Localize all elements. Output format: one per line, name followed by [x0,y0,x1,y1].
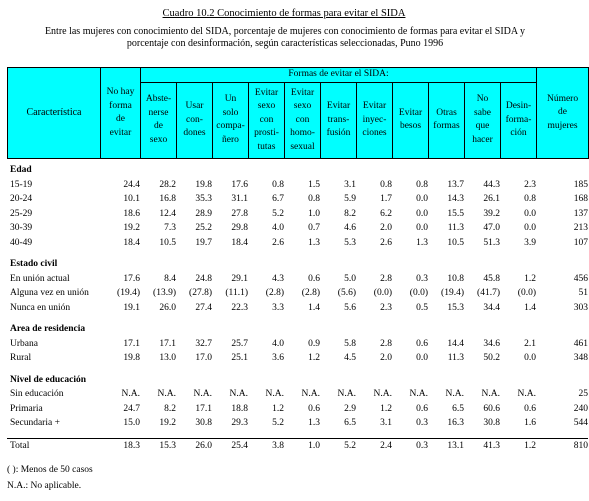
header-numero-mujeres [537,68,589,159]
table-cell: 27.8 [231,208,248,219]
header-col-0 [141,82,177,159]
table-cell: (2.8) [301,288,320,298]
table-cell: 18.3 [100,438,140,453]
table-cell: 168 [573,194,588,204]
table-cell: N.A. [301,389,320,399]
table-cell: N.A. [265,389,284,399]
header-text-line: sexo [293,101,312,111]
header-text-line: sexual [290,141,315,152]
table-cell: 32.7 [195,338,212,349]
table-cell: 4.0 [272,223,284,233]
section-heading [7,257,588,272]
table-cell: N.A. [445,389,464,399]
table-cell: (2.8) [265,288,284,298]
table-cell: 1.5 [308,179,320,190]
table-cell: 24.7 [123,403,140,414]
table-cell: 0.0 [524,353,536,363]
header-text-line: evitar [109,127,132,138]
header-text-line: con- [186,114,203,125]
table-cell: 15.3 [140,438,176,453]
section-heading [7,373,588,388]
table-row [7,236,588,251]
table-cell: 8.4 [164,273,176,284]
table-cell: 19.2 [159,418,176,428]
table-cell: 5.2 [320,438,356,453]
row-label: Secundaria + [10,418,60,428]
header-text-line: Evitar [290,87,315,98]
table-cell: 0.3 [392,438,428,453]
table-cell: 19.2 [123,223,140,233]
table-cell: 39.2 [483,208,500,219]
table-cell: 4.0 [272,338,284,349]
table-cell: 19.7 [195,237,212,248]
table-cell: 1.2 [380,403,392,414]
table-cell: 51 [578,288,588,298]
table-cell: 1.3 [308,237,320,248]
table-cell: 0.6 [308,273,320,284]
header-text-line: sexo [149,134,168,145]
row-label: Sin educación [10,389,64,399]
header-text-line: con [259,114,274,125]
table-cell: 213 [573,223,588,233]
table-row [7,402,588,417]
table-cell: 0.6 [416,403,428,414]
table-cell: 0.0 [416,223,428,233]
table-cell: 0.0 [524,208,536,219]
table-cell: 0.8 [416,179,428,190]
table-row [7,286,588,301]
table-cell: (19.4) [441,288,464,298]
header-text-line: hacer [472,134,493,145]
table-cell: 3.1 [380,418,392,428]
table-cell: 31.1 [231,194,248,204]
header-text-line: compa- [216,121,245,132]
table-cell: N.A. [517,389,536,399]
table-cell: 10.8 [447,273,464,284]
table-cell: 137 [573,208,588,219]
table-cell: 348 [573,353,588,363]
row-label: Estado civil [10,259,58,269]
table-cell: 0.3 [416,273,428,284]
row-label: 30-39 [10,223,33,233]
table-cell: 2.8 [380,273,392,284]
table-cell: 0.6 [308,403,320,414]
header-text-line: No hay [106,87,135,97]
table-cell: N.A. [373,389,392,399]
header-text-line: homo- [290,128,315,138]
header-text-line: No [476,94,489,105]
table-cell: 2.0 [380,223,392,233]
table-cell: 22.3 [231,302,248,313]
header-text-line: nerse [148,107,169,118]
table-row [7,178,588,193]
row-label: En unión actual [10,273,70,284]
table-cell: 0.6 [416,338,428,349]
table-row [7,301,588,316]
header-text-line: formas [433,121,460,132]
table-cell: 0.8 [380,179,392,190]
table-cell: 544 [573,418,588,428]
data-table [7,163,588,453]
header-text-line: besos [399,121,422,132]
table-cell: 19.8 [195,179,212,190]
table-cell: 5.0 [344,273,356,284]
row-label: 15-19 [10,179,33,190]
table-cell: 1.3 [416,237,428,248]
table-cell: 35.3 [195,194,212,204]
table-cell: 30.8 [195,418,212,428]
table-cell: N.A. [481,389,500,399]
table-cell: 4.5 [344,353,356,363]
table-cell: 29.8 [231,223,248,233]
section-heading [7,163,588,178]
header-text-line: Evitar [362,101,387,111]
header-text-line: Abste- [145,94,172,105]
table-cell: 15.3 [447,302,464,313]
footnote-no-aplicable: N.A.: No aplicable. [7,481,82,491]
table-cell: 2.9 [344,403,356,414]
table-cell: 29.1 [231,273,248,284]
table-cell: 6.7 [272,194,284,204]
table-cell: 15.0 [123,418,140,428]
table-cell: N.A. [337,389,356,399]
table-cell: 19.1 [123,302,140,313]
table-cell: (41.7) [477,288,500,298]
header-text-line: Un [224,94,237,105]
table-cell: 0.8 [272,179,284,190]
table-cell: 1.0 [308,208,320,219]
table-cell: N.A. [229,389,248,399]
table-cell: 18.8 [231,403,248,414]
table-cell: (0.0) [409,288,428,298]
table-cell: 17.6 [231,179,248,190]
table-cell: 3.8 [248,438,284,453]
table-cell: 2.8 [380,338,392,349]
table-cell: 0.0 [416,353,428,363]
table-cell: 14.4 [447,338,464,349]
header-caracteristica: Característica [8,68,101,159]
table-row [7,337,588,352]
table-cell: 0.8 [524,194,536,204]
table-cell: 13.0 [159,353,176,363]
table-cell: 15.5 [447,208,464,219]
total-row [7,438,588,453]
table-cell: 2.6 [272,237,284,248]
table-cell: 10.1 [123,194,140,204]
table-cell: 3.3 [272,302,284,313]
header-text-line: con [295,114,310,125]
spacer-row [7,366,588,373]
table-cell: 240 [573,403,588,414]
header-text-line: de [154,121,163,132]
table-cell: 2.3 [380,302,392,313]
table-cell: 2.4 [356,438,392,453]
row-label: Edad [10,165,32,175]
table-cell: (11.1) [225,288,248,298]
table-cell: 12.4 [159,208,176,219]
table-cell: 0.3 [416,418,428,428]
header-text-line: Desin- [505,101,532,111]
spacer-row [7,431,588,439]
table-cell: 0.5 [416,302,428,313]
header-col-7 [393,82,429,159]
row-label: Primaria [10,403,43,414]
table-cell: 17.6 [123,273,140,284]
table-cell: 1.2 [500,438,536,453]
table-row [7,272,588,287]
table-cell: 47.0 [483,223,500,233]
header-col-9 [465,82,501,159]
row-label: 25-29 [10,208,33,219]
table-cell: 45.8 [483,273,500,284]
table-cell: 10.5 [447,237,464,248]
table-cell: 17.1 [195,403,212,414]
table-cell: 4.3 [272,273,284,284]
header-col-10 [501,82,537,159]
table-header [7,67,589,159]
table-cell: 461 [573,338,588,349]
header-group-formas: Formas de evitar el SIDA: [141,68,537,83]
table-row [7,207,588,222]
table-cell: (5.6) [337,288,356,298]
table-cell: 1.2 [524,273,536,284]
table-cell: 1.2 [308,353,320,363]
table-cell: 11.3 [447,353,464,363]
table-cell: 25.4 [212,438,248,453]
table-cell: 2.6 [380,237,392,248]
table-cell: 10.5 [159,237,176,248]
table-cell: 0.9 [308,338,320,349]
table-cell: 19.8 [123,353,140,363]
table-cell: 6.2 [380,208,392,219]
header-text-line: ñero [222,134,239,145]
header-col-6 [357,82,393,159]
header-text-line: Evitar [398,107,423,118]
table-cell: N.A. [121,389,140,399]
table-cell: 26.1 [483,194,500,204]
table-row [7,221,588,236]
table-cell: 26.0 [159,302,176,313]
table-cell: 11.3 [447,223,464,233]
table-cell: 6.5 [452,403,464,414]
table-cell: N.A. [409,389,428,399]
table-row [7,416,588,431]
table-cell: 107 [573,237,588,248]
table-cell: 51.3 [483,237,500,248]
table-row [7,192,588,207]
table-cell: 60.6 [483,403,500,414]
table-cell: 0.6 [524,403,536,414]
table-cell: 18.4 [231,237,248,248]
table-cell: 5.2 [272,208,284,219]
section-heading [7,322,588,337]
table-cell: 8.2 [164,403,176,414]
row-label: Alguna vez en unión [10,288,89,298]
table-cell: 25.1 [231,353,248,363]
header-text-line: ción [510,128,527,138]
table-cell: 1.7 [380,194,392,204]
header-text-line: dones [183,128,206,138]
table-cell: 3.9 [524,237,536,248]
table-cell: 5.8 [344,338,356,349]
table-cell: 44.3 [483,179,500,190]
row-label: Rural [10,353,32,363]
row-label: Total [7,438,100,453]
header-text-line: forma- [505,114,532,125]
table-cell: (27.8) [189,288,212,298]
table-cell: 17.1 [159,338,176,349]
table-row [7,351,588,366]
table-cell: 34.6 [483,338,500,349]
table-cell: 28.9 [195,208,212,219]
header-text-line: ciones [362,128,387,138]
table-cell: 4.6 [344,223,356,233]
table-cell: 27.4 [195,302,212,313]
table-subtitle-line2: porcentaje con desinformación, según características seleccionadas, Puno 1996 [126,38,444,49]
table-cell: 0.7 [308,223,320,233]
table-cell: 0.0 [524,223,536,233]
table-cell: 456 [573,273,588,284]
table-cell: 28.2 [159,179,176,190]
table-cell: 17.0 [195,353,212,363]
table-cell: 3.6 [272,353,284,363]
table-cell: 25 [578,389,588,399]
table-cell: 18.6 [123,208,140,219]
row-label: 40-49 [10,237,33,248]
table-cell: 5.3 [344,237,356,248]
table-cell: 25.7 [231,338,248,349]
spacer-row [7,250,588,257]
header-text-line: que [475,121,490,132]
table-cell: 34.4 [483,302,500,313]
header-text-line: de [558,107,568,118]
table-cell: 25.2 [195,223,212,233]
table-cell: 17.1 [123,338,140,349]
header-text-line: Número [546,93,579,104]
table-cell: 5.9 [344,194,356,204]
table-cell: N.A. [193,389,212,399]
table-cell: 5.2 [272,418,284,428]
header-col-3 [249,82,285,159]
table-title: Cuadro 10.2 Conocimiento de formas para evitar el SIDA [162,8,406,19]
header-text-line: mujeres [547,120,578,131]
table-cell: (0.0) [517,288,536,298]
header-text-line: Evitar [326,101,351,111]
row-label: 20-24 [10,194,33,204]
table-cell: (19.4) [117,288,140,298]
table-cell: 30.8 [483,418,500,428]
table-cell: 303 [573,302,588,313]
table-cell: 0.8 [308,194,320,204]
row-label: Nivel de educación [10,374,86,385]
header-text-line: solo [222,107,239,118]
header-col-5 [321,82,357,159]
spacer-row [7,315,588,322]
table-cell: 6.5 [344,418,356,428]
table-cell: 185 [573,179,588,190]
table-cell: 1.2 [272,403,284,414]
footnote-menos-casos: ( ): Menos de 50 casos [7,465,93,475]
row-label: Urbana [10,338,38,349]
table-cell: 0.0 [416,208,428,219]
row-label: Nunca en unión [10,302,71,313]
table-cell: 14.3 [447,194,464,204]
table-cell: 5.6 [344,302,356,313]
header-col-4 [285,82,321,159]
table-cell: N.A. [157,389,176,399]
table-cell: 1.3 [308,418,320,428]
table-cell: 2.1 [524,338,536,349]
table-cell: 16.8 [159,194,176,204]
table-cell: 1.4 [524,302,536,313]
header-text-line: Usar [185,101,204,111]
header-text-line: sexo [257,101,276,111]
table-cell: 16.3 [447,418,464,428]
header-text-line: inyec- [362,114,387,125]
table-cell: 13.1 [428,438,464,453]
table-cell: 3.1 [344,179,356,190]
header-text-line: trans- [327,114,350,125]
header-text-line: fusión [326,128,351,138]
header-text-line: tutas [257,141,276,152]
table-row [7,387,588,402]
header-text-line: sabe [474,107,491,118]
header-col-8 [429,82,465,159]
header-text-line: prosti- [254,128,279,138]
header-text-line: forma [109,100,132,111]
table-cell: 41.3 [464,438,500,453]
table-cell: 0.0 [416,194,428,204]
table-cell: 26.0 [176,438,212,453]
table-cell: 13.7 [447,179,464,190]
header-no-hay-forma [101,68,141,159]
table-cell: 810 [536,438,588,453]
table-cell: 24.8 [195,273,212,284]
header-text-line: Otras [436,107,457,118]
table-cell: 7.3 [164,223,176,233]
table-cell: 1.0 [284,438,320,453]
table-cell: 50.2 [483,353,500,363]
table-cell: 18.4 [123,237,140,248]
table-cell: (0.0) [373,288,392,298]
row-label: Area de residencia [10,324,86,334]
header-text-line: Evitar [254,87,279,98]
table-cell: 2.3 [524,179,536,190]
table-cell: 24.4 [123,179,140,190]
header-col-1 [177,82,213,159]
table-cell: 8.2 [344,208,356,219]
table-subtitle-line1: Entre las mujeres con conocimiento del SIDA, porcentaje de mujeres con conocimiento de formas para evitar el SIDA y [44,26,526,37]
table-cell: 29.3 [231,418,248,428]
table-cell: 2.0 [380,353,392,363]
header-col-2 [213,82,249,159]
table-cell: (13.9) [153,288,176,298]
table-cell: 1.4 [308,302,320,313]
header-text-line: de [116,114,125,124]
table-cell: 1.6 [524,418,536,428]
